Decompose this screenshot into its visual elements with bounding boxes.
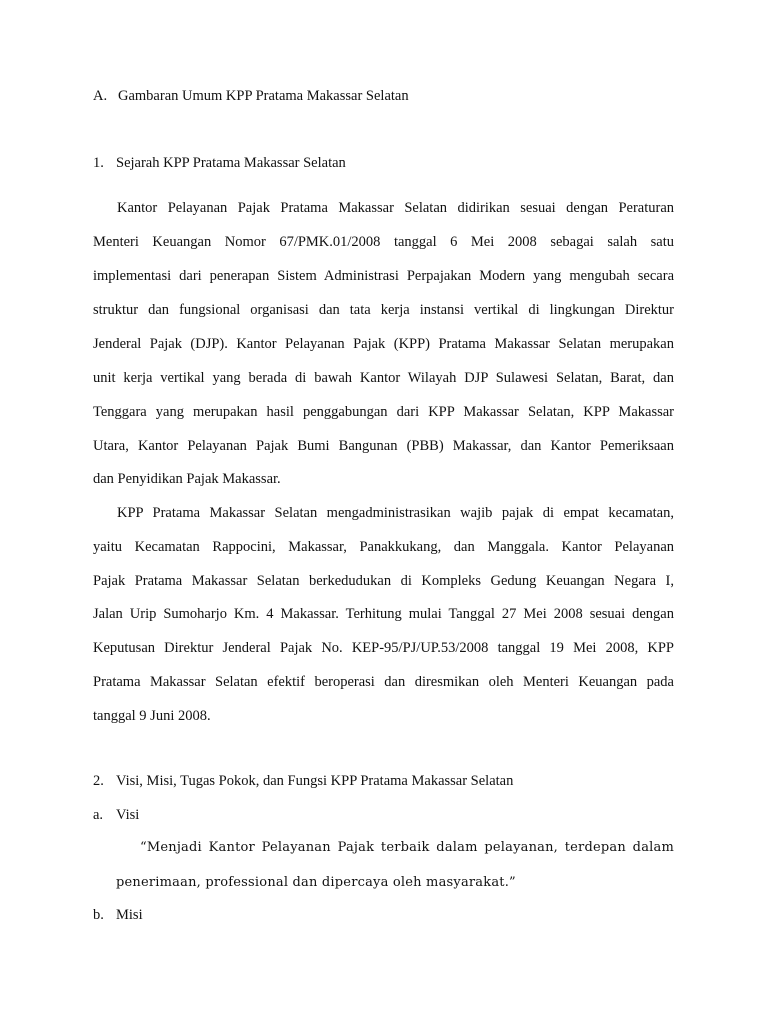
section-1-marker: 1. bbox=[93, 155, 104, 171]
section-a-title: Gambaran Umum KPP Pratama Makassar Selatan bbox=[118, 88, 409, 104]
paragraph-1-line: Kantor Pelayanan Pajak Pratama Makassar Selatan didirikan sesuai dengan Peraturan bbox=[117, 200, 674, 216]
section-1-heading bbox=[93, 154, 346, 172]
paragraph-1-line: Tenggara yang merupakan hasil penggabungan dari KPP Makassar Selatan, KPP Makassar bbox=[93, 404, 674, 420]
paragraph-2-line: tanggal 9 Juni 2008. bbox=[93, 708, 211, 724]
paragraph-1-line: dan Penyidikan Pajak Makassar. bbox=[93, 471, 281, 487]
item-a-marker: a. bbox=[93, 807, 104, 823]
section-2-heading bbox=[93, 772, 513, 790]
section-1-title: Sejarah KPP Pratama Makassar Selatan bbox=[116, 155, 346, 171]
item-b-title: Misi bbox=[116, 907, 143, 923]
item-b-heading bbox=[93, 906, 143, 924]
section-2-marker: 2. bbox=[93, 773, 104, 789]
item-b-marker: b. bbox=[93, 907, 104, 923]
paragraph-2-line: Keputusan Direktur Jenderal Pajak No. KEP-95/PJ/UP.53/2008 tanggal 19 Mei 2008, KPP bbox=[93, 640, 674, 656]
paragraph-1-line: Utara, Kantor Pelayanan Pajak Bumi Bangunan (PBB) Makassar, dan Kantor Pemeriksaan bbox=[93, 438, 674, 454]
item-a-heading bbox=[93, 806, 139, 824]
visi-quote-line: penerimaan, professional dan dipercaya oleh masyarakat.” bbox=[116, 875, 516, 890]
paragraph-1-line: Jenderal Pajak (DJP). Kantor Pelayanan Pajak (KPP) Pratama Makassar Selatan merupakan bbox=[93, 336, 674, 352]
paragraph-1-line: Menteri Keuangan Nomor 67/PMK.01/2008 tanggal 6 Mei 2008 sebagai salah satu bbox=[93, 234, 674, 250]
section-a-marker: A. bbox=[93, 88, 108, 104]
paragraph-1-line: implementasi dari penerapan Sistem Administrasi Perpajakan Modern yang mengubah secara bbox=[93, 268, 674, 284]
visi-quote-line: “Menjadi Kantor Pelayanan Pajak terbaik dalam pelayanan, terdepan dalam bbox=[140, 840, 674, 855]
paragraph-1-line: unit kerja vertikal yang berada di bawah Kantor Wilayah DJP Sulawesi Selatan, Barat, dan bbox=[93, 370, 674, 386]
section-2-title: Visi, Misi, Tugas Pokok, dan Fungsi KPP Pratama Makassar Selatan bbox=[116, 773, 514, 789]
paragraph-1-line: struktur dan fungsional organisasi dan tata kerja instansi vertikal di lingkungan Direktur bbox=[93, 302, 674, 318]
paragraph-2-line: Pajak Pratama Makassar Selatan berkedudukan di Kompleks Gedung Keuangan Negara I, bbox=[93, 573, 674, 589]
paragraph-2-line: yaitu Kecamatan Rappocini, Makassar, Panakkukang, dan Manggala. Kantor Pelayanan bbox=[93, 539, 674, 555]
paragraph-2-line: Pratama Makassar Selatan efektif beroperasi dan diresmikan oleh Menteri Keuangan pada bbox=[93, 674, 674, 690]
section-a-heading bbox=[93, 87, 409, 105]
paragraph-2-line: KPP Pratama Makassar Selatan mengadministrasikan wajib pajak di empat kecamatan, bbox=[117, 505, 674, 521]
item-a-title: Visi bbox=[116, 807, 140, 823]
paragraph-2-line: Jalan Urip Sumoharjo Km. 4 Makassar. Terhitung mulai Tanggal 27 Mei 2008 sesuai dengan bbox=[93, 606, 674, 622]
